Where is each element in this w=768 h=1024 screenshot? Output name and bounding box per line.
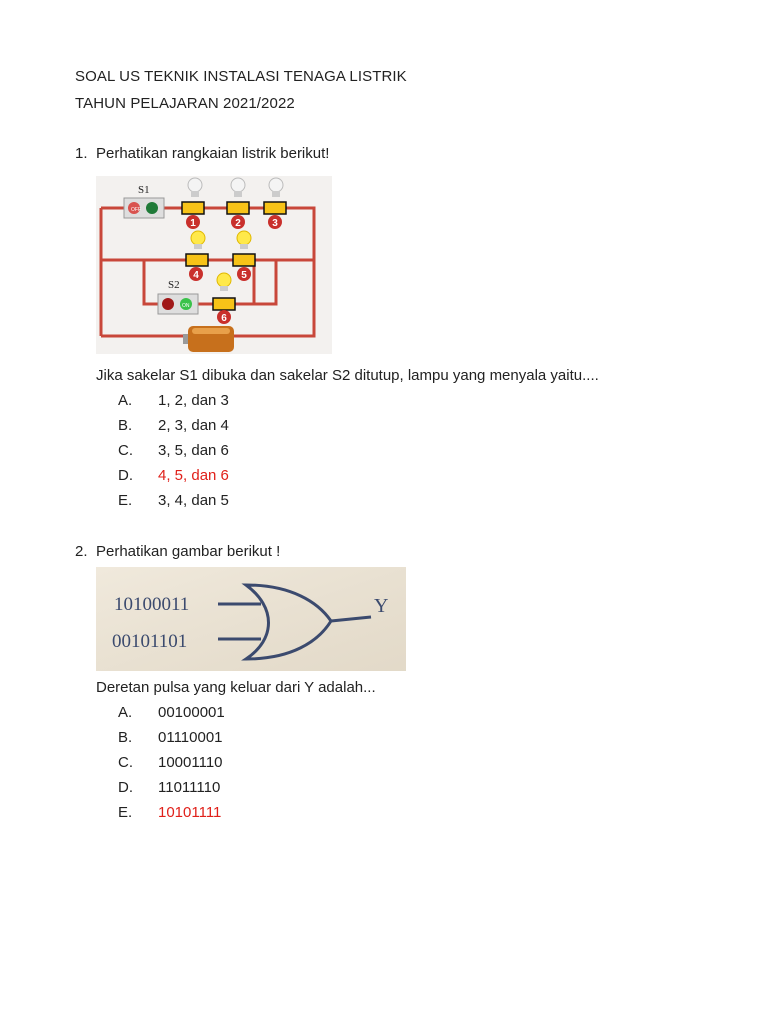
switch-s2-label: S2 <box>168 279 180 291</box>
question-1-number: 1. <box>75 145 88 162</box>
svg-text:4: 4 <box>193 270 199 281</box>
svg-text:3: 3 <box>272 218 278 229</box>
doc-title: SOAL US TEKNIK INSTALASI TENAGA LISTRIK <box>75 68 407 85</box>
question-2-stem: Deretan pulsa yang keluar dari Y adalah... <box>96 679 376 696</box>
question-2-number: 2. <box>75 543 88 560</box>
doc-subtitle: TAHUN PELAJARAN 2021/2022 <box>75 95 295 112</box>
svg-text:6: 6 <box>221 313 227 324</box>
switch-s1-label: S1 <box>138 184 150 196</box>
switch-s1-state: OFF <box>131 207 141 213</box>
question-1-stem: Jika sakelar S1 dibuka dan sakelar S2 ditutup, lampu yang menyala yaitu.... <box>96 367 599 384</box>
output-label: Y <box>374 595 389 617</box>
svg-text:2: 2 <box>235 218 241 229</box>
circuit-figure <box>96 176 332 354</box>
svg-text:5: 5 <box>241 270 247 281</box>
switch-s2-icon <box>158 294 198 314</box>
question-1-prompt: Perhatikan rangkaian listrik berikut! <box>96 145 330 162</box>
switch-s1-icon <box>124 198 164 218</box>
question-2-prompt: Perhatikan gambar berikut ! <box>96 543 281 560</box>
switch-s2-state: ON <box>182 303 190 309</box>
or-gate-figure <box>96 567 406 671</box>
input-b-bits: 00101101 <box>112 631 188 652</box>
input-a-bits: 10100011 <box>114 594 190 615</box>
svg-text:1: 1 <box>190 218 196 229</box>
battery-icon <box>183 326 234 352</box>
